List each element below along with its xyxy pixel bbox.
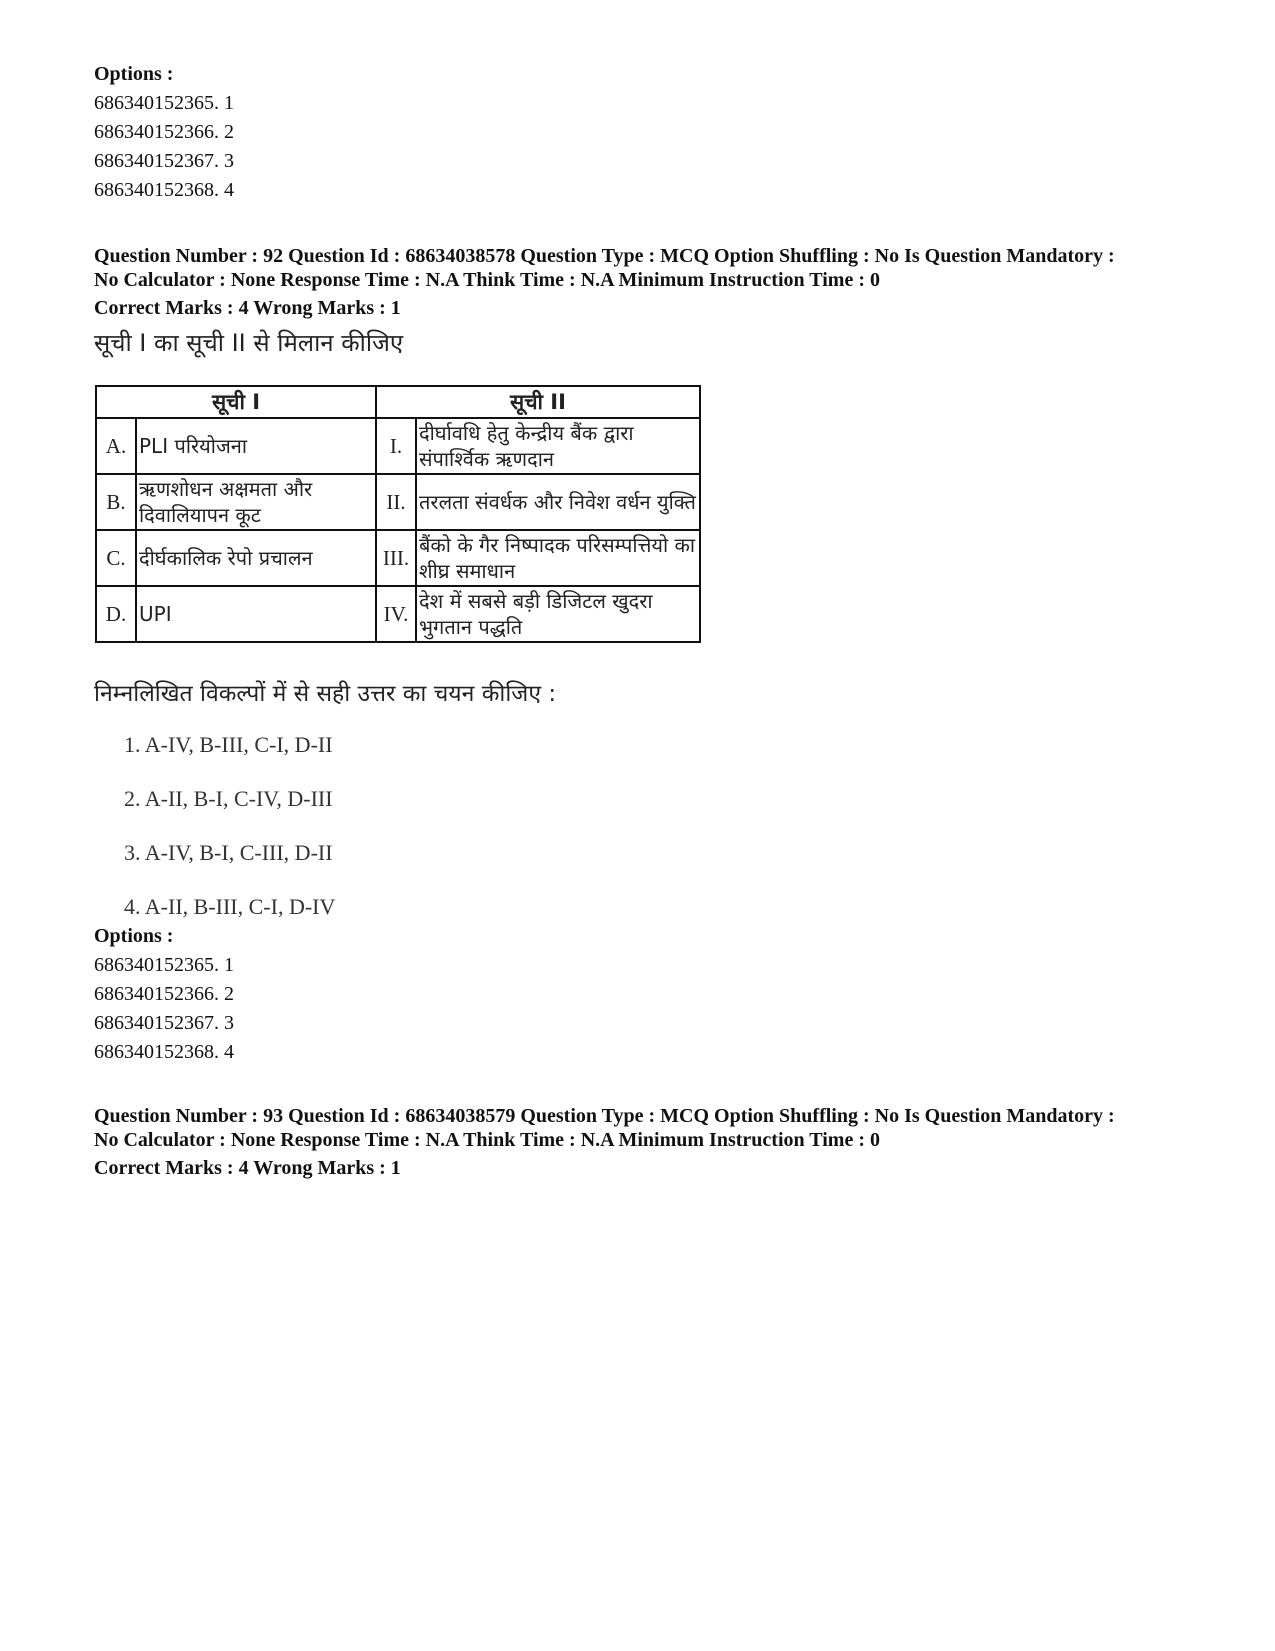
q92-meta-line1: Question Number : 92 Question Id : 68634038578 Question Type : MCQ Option Shuffling : No Is Question Mandatory :: [94, 245, 1115, 267]
row-label-b: B.: [96, 474, 136, 530]
options-heading: Options :: [94, 925, 174, 947]
choice-2: 2. A-II, B-I, C-IV, D-III: [124, 786, 333, 811]
q92-choose-instruction: निम्नलिखित विकल्पों में से सही उत्तर का चयन कीजिए :: [94, 681, 557, 707]
table-row: [96, 586, 700, 642]
list1-item: ऋणशोधन अक्षमता और दिवालियापन कूट: [136, 474, 376, 530]
q92-meta-line2: No Calculator : None Response Time : N.A Think Time : N.A Minimum Instruction Time : 0: [94, 269, 880, 291]
list2-item: तरलता संवर्धक और निवेश वर्धन युक्ति: [416, 474, 700, 530]
row-label-iv: IV.: [376, 586, 416, 642]
q93-meta-line2: No Calculator : None Response Time : N.A Think Time : N.A Minimum Instruction Time : 0: [94, 1129, 880, 1151]
choice-4: 4. A-II, B-III, C-I, D-IV: [124, 894, 336, 919]
options-heading: Options :: [94, 63, 174, 85]
table-row: [96, 418, 700, 474]
list2-item: दीर्घावधि हेतु केन्द्रीय बैंक द्वारा संपार्श्विक ऋणदान: [416, 418, 700, 474]
option-line: 686340152365. 1: [94, 92, 234, 114]
row-label-iii: III.: [376, 530, 416, 586]
list1-item: दीर्घकालिक रेपो प्रचालन: [136, 530, 376, 586]
q92-marks: Correct Marks : 4 Wrong Marks : 1: [94, 297, 401, 319]
choice-3: 3. A-IV, B-I, C-III, D-II: [124, 840, 333, 865]
option-line: 686340152367. 3: [94, 1012, 234, 1034]
table-header-row: [96, 386, 700, 418]
row-label-d: D.: [96, 586, 136, 642]
top-options-block: [94, 60, 234, 205]
option-line: 686340152368. 4: [94, 179, 234, 201]
table-row: [96, 474, 700, 530]
option-line: 686340152365. 1: [94, 954, 234, 976]
option-line: 686340152366. 2: [94, 983, 234, 1005]
list1-item: UPI: [136, 586, 376, 642]
choice-1: 1. A-IV, B-III, C-I, D-II: [124, 732, 333, 757]
row-label-ii: II.: [376, 474, 416, 530]
list1-item: PLI परियोजना: [136, 418, 376, 474]
row-label-c: C.: [96, 530, 136, 586]
q92-header: [94, 244, 1115, 320]
row-label-i: I.: [376, 418, 416, 474]
match-table: [95, 385, 701, 643]
list2-item: देश में सबसे बड़ी डिजिटल खुदरा भुगतान पद्धति: [416, 586, 700, 642]
option-line: 686340152368. 4: [94, 1041, 234, 1063]
table-row: [96, 530, 700, 586]
q93-marks: Correct Marks : 4 Wrong Marks : 1: [94, 1157, 401, 1179]
q92-instruction: सूची I का सूची II से मिलान कीजिए: [94, 329, 404, 357]
q92-options-block: [94, 922, 234, 1067]
q93-meta-line1: Question Number : 93 Question Id : 68634038579 Question Type : MCQ Option Shuffling : No Is Question Mandatory :: [94, 1105, 1115, 1127]
list2-header: सूची II: [376, 386, 700, 418]
list2-item: बैंको के गैर निष्पादक परिसम्पत्तियो का शीघ्र समाधान: [416, 530, 700, 586]
row-label-a: A.: [96, 418, 136, 474]
option-line: 686340152367. 3: [94, 150, 234, 172]
list1-header: सूची I: [96, 386, 376, 418]
option-line: 686340152366. 2: [94, 121, 234, 143]
q93-header: [94, 1104, 1115, 1180]
